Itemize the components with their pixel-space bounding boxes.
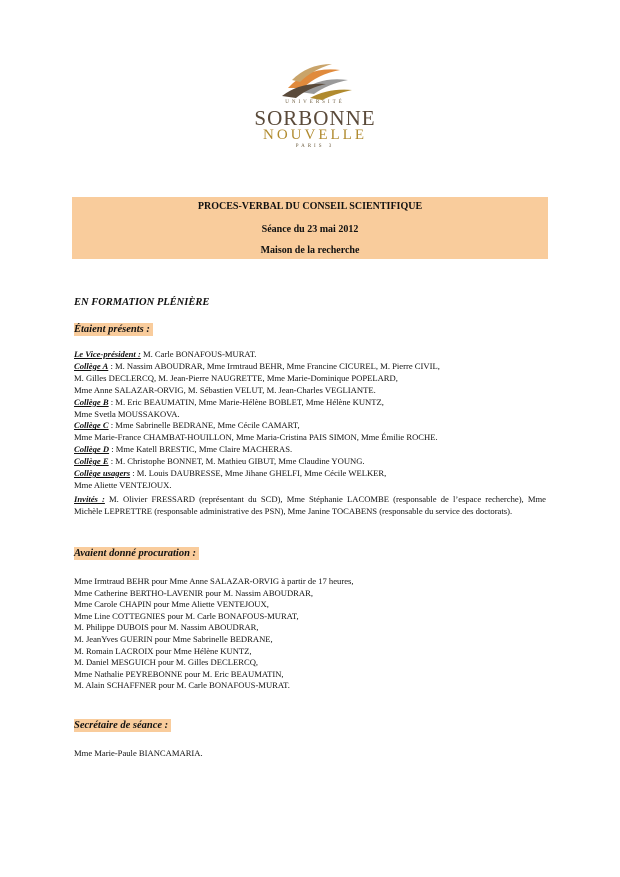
college-b-label: Collège B — [74, 396, 109, 407]
college-a-line1: : M. Nassim ABOUDRAR, Mme Irmtraud BEHR, Mme Francine CICUREL, M. Pierre CIVIL, — [108, 360, 440, 371]
college-a-line3: Mme Anne SALAZAR-ORVIG, M. Sébastien VELUT, M. Jean-Charles VEGLIANTE. — [74, 384, 376, 395]
list-item: Mme Irmtraud BEHR pour Mme Anne SALAZAR-ORVIG à partir de 17 heures, — [74, 576, 354, 586]
procuration-title: Avaient donné procuration : — [74, 547, 199, 560]
college-d-text: : Mme Katell BRESTIC, Mme Claire MACHERAS. — [109, 444, 293, 455]
vp-label: Le Vice-président : — [74, 349, 141, 359]
list-item: Mme Carole CHAPIN pour Mme Aliette VENTEJOUX, — [74, 599, 269, 610]
college-a-label: Collège A — [74, 360, 109, 371]
college-b-line2: Mme Svetla MOUSSAKOVA. — [74, 408, 180, 419]
logo-emblem-icon — [248, 58, 382, 102]
secretaire-title: Secrétaire de séance : — [74, 719, 171, 732]
list-item: M. Daniel MESGUICH pour M. Gilles DECLERCQ, — [74, 657, 259, 668]
invites-label: Invités : — [74, 493, 105, 504]
college-e-label: Collège E — [74, 456, 109, 467]
college-a-line2: M. Gilles DECLERCQ, M. Jean-Pierre NAUGRETTE, Mme Marie-Dominique POPELARD, — [74, 372, 398, 383]
college-d-label: Collège D — [74, 444, 110, 455]
procuration-heading — [74, 548, 199, 559]
logo-bottom-line: PARIS 3 — [295, 144, 335, 149]
list-item: M. JeanYves GUERIN pour Mme Sabrinelle BEDRANE, — [74, 633, 273, 644]
college-usagers-line1: : M. Louis DAUBRESSE, Mme Jihane GHELFI, Mme Cécile WELKER, — [130, 468, 387, 479]
college-c-line2: Mme Marie-France CHAMBAT-HOUILLON, Mme Maria-Cristina PAIS SIMON, Mme Émilie ROCHE. — [74, 432, 438, 443]
college-b-line1: : M. Eric BEAUMATIN, Mme Marie-Hélène BOBLET, Mme Hélène KUNTZ, — [108, 396, 384, 407]
session-location: Maison de la recherche — [260, 245, 360, 256]
college-usagers-line2: Mme Aliette VENTEJOUX. — [74, 479, 172, 490]
procuration-list — [74, 576, 546, 692]
presents-title: Étaient présents : — [74, 323, 153, 336]
header-box — [72, 197, 548, 259]
list-item: Mme Catherine BERTHO-LAVENIR pour M. Nassim ABOUDRAR, — [74, 587, 313, 598]
invites-text: M. Olivier FRESSARD (représentant du SCD), Mme Stéphanie LACOMBE (responsable de l’espace recherche), Mme Michèle LEPRETTRE (responsable administrative des PSN), Mme Janine TOCABENS (responsable du service des doctorats). — [74, 493, 546, 516]
college-c-label: Collège C — [74, 420, 109, 431]
presents-list — [74, 349, 546, 518]
session-date: Séance du 23 mai 2012 — [261, 224, 359, 235]
logo-name-line2: NOUVELLE — [263, 127, 367, 143]
college-e-text: : M. Christophe BONNET, M. Mathieu GIBUT, Mme Claudine YOUNG. — [108, 456, 365, 467]
college-usagers-label: Collège usagers — [74, 468, 131, 479]
secretaire-heading — [74, 720, 171, 731]
list-item: Mme Nathalie PEYREBONNE pour M. Eric BEAUMATIN, — [74, 668, 284, 679]
list-item: M. Philippe DUBOIS pour M. Nassim ABOUDRAR, — [74, 622, 259, 633]
presents-heading — [74, 324, 153, 335]
formation-heading: EN FORMATION PLÉNIÈRE — [74, 297, 210, 308]
logo-name-line1: SORBONNE — [254, 106, 376, 130]
vp-text: M. Carle BONAFOUS-MURAT. — [140, 349, 257, 359]
list-item: M. Romain LACROIX pour Mme Hélène KUNTZ, — [74, 645, 252, 656]
invites-paragraph — [74, 494, 546, 518]
logo-top-line: UNIVERSITÉ — [285, 100, 345, 105]
college-c-line1: : Mme Sabrinelle BEDRANE, Mme Cécile CAMART, — [108, 420, 300, 431]
list-item: M. Alain SCHAFFNER pour M. Carle BONAFOUS-MURAT. — [74, 680, 290, 691]
document-title: PROCES-VERBAL DU CONSEIL SCIENTIFIQUE — [197, 201, 423, 212]
university-logo — [248, 58, 382, 150]
secretaire-name: Mme Marie-Paule BIANCAMARIA. — [74, 748, 203, 758]
list-item: Mme Line COTTEGNIES pour M. Carle BONAFOUS-MURAT, — [74, 610, 299, 621]
